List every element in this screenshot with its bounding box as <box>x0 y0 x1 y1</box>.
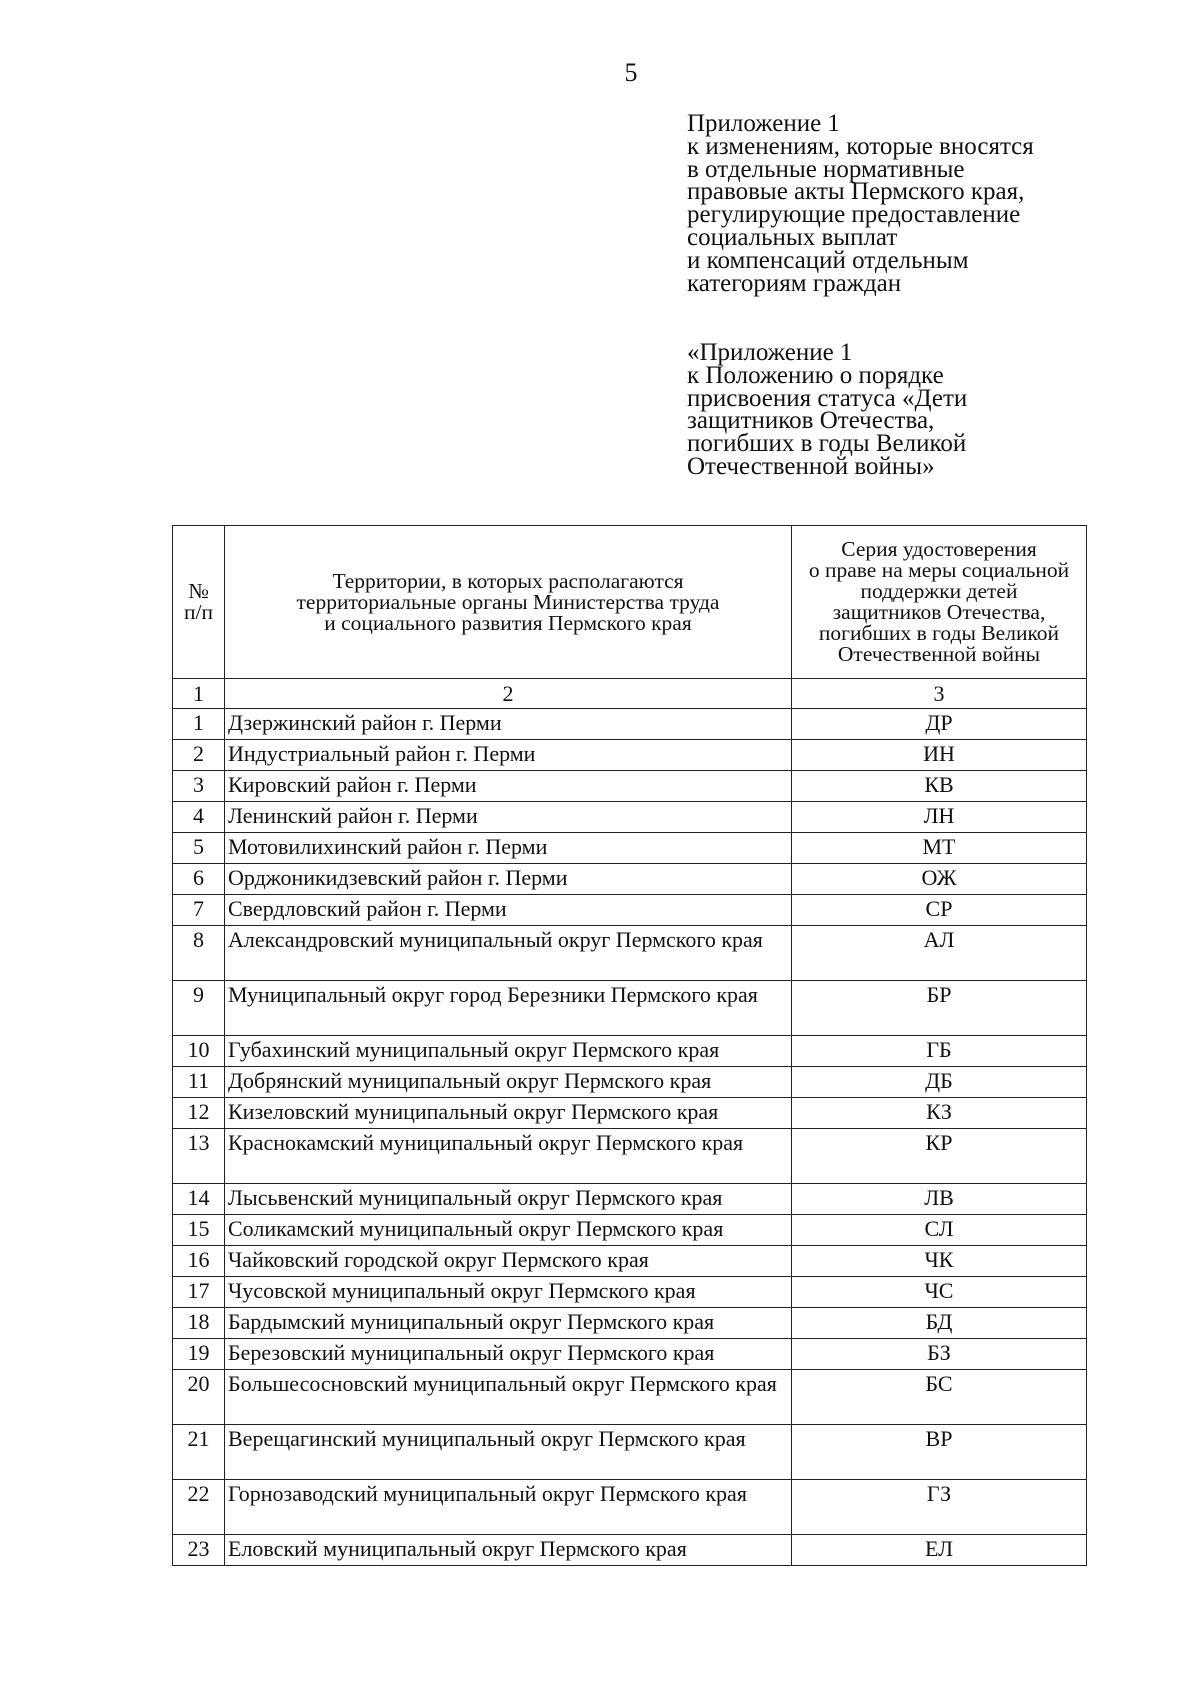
series-cell: ГБ <box>792 1036 1087 1067</box>
table-row <box>173 1535 1087 1566</box>
appendix-subheader: «Приложение 1 к Положению о порядке присвоения статуса «Дети защитников Отечества, погибших в годы Великой Отечественной войны» <box>687 339 968 480</box>
row-number: 22 <box>173 1480 225 1535</box>
series-cell: ДБ <box>792 1067 1087 1098</box>
series-cell: ВР <box>792 1425 1087 1480</box>
row-number: 12 <box>173 1098 225 1129</box>
territories-table <box>172 525 1087 1566</box>
row-number: 14 <box>173 1184 225 1215</box>
table-row <box>173 1129 1087 1184</box>
series-cell: ЛВ <box>792 1184 1087 1215</box>
table-row <box>173 1067 1087 1098</box>
header-territory: Территории, в которых располагаются территориальные органы Министерства труда и социального развития Пермского края <box>225 526 792 679</box>
series-cell: КР <box>792 1129 1087 1184</box>
table-row <box>173 771 1087 802</box>
territory-cell: Добрянский муниципальный округ Пермского края <box>225 1067 792 1098</box>
table-body <box>173 709 1087 1566</box>
territory-cell: Мотовилихинский район г. Перми <box>225 833 792 864</box>
table-row <box>173 802 1087 833</box>
header-series: Серия удостоверения о праве на меры социальной поддержки детей защитников Отечества, погибших в годы Великой Отечественной войны <box>792 526 1087 679</box>
series-cell: БР <box>792 981 1087 1036</box>
series-cell: ЧС <box>792 1277 1087 1308</box>
row-number: 6 <box>173 864 225 895</box>
table-row <box>173 833 1087 864</box>
territory-cell: Чайковский городской округ Пермского края <box>225 1246 792 1277</box>
page-number: 5 <box>624 58 638 87</box>
territory-cell: Чусовской муниципальный округ Пермского края <box>225 1277 792 1308</box>
column-number: 3 <box>792 679 1087 709</box>
header-number: № п/п <box>173 526 225 679</box>
row-number: 21 <box>173 1425 225 1480</box>
series-cell: АЛ <box>792 926 1087 981</box>
row-number: 20 <box>173 1370 225 1425</box>
row-number: 5 <box>173 833 225 864</box>
series-cell: ОЖ <box>792 864 1087 895</box>
table-row <box>173 1184 1087 1215</box>
territory-cell: Большесосновский муниципальный округ Пермского края <box>225 1370 792 1425</box>
row-number: 8 <box>173 926 225 981</box>
series-cell: ЛН <box>792 802 1087 833</box>
territory-cell: Соликамский муниципальный округ Пермского края <box>225 1215 792 1246</box>
territory-cell: Губахинский муниципальный округ Пермского края <box>225 1036 792 1067</box>
row-number: 18 <box>173 1308 225 1339</box>
row-number: 13 <box>173 1129 225 1184</box>
territory-cell: Муниципальный округ город Березники Пермского края <box>225 981 792 1036</box>
territory-cell: Березовский муниципальный округ Пермского края <box>225 1339 792 1370</box>
territory-cell: Бардымский муниципальный округ Пермского края <box>225 1308 792 1339</box>
row-number: 3 <box>173 771 225 802</box>
row-number: 7 <box>173 895 225 926</box>
row-number: 15 <box>173 1215 225 1246</box>
series-cell: ДР <box>792 709 1087 740</box>
table-row <box>173 1215 1087 1246</box>
territory-cell: Свердловский район г. Перми <box>225 895 792 926</box>
territory-cell: Еловский муниципальный округ Пермского края <box>225 1535 792 1566</box>
row-number: 23 <box>173 1535 225 1566</box>
series-cell: ИН <box>792 740 1087 771</box>
table-row <box>173 1036 1087 1067</box>
column-number-row <box>173 679 1087 709</box>
row-number: 9 <box>173 981 225 1036</box>
table-row <box>173 1277 1087 1308</box>
table-row <box>173 1098 1087 1129</box>
territory-cell: Кировский район г. Перми <box>225 771 792 802</box>
series-cell: СЛ <box>792 1215 1087 1246</box>
table-row <box>173 1370 1087 1425</box>
row-number: 4 <box>173 802 225 833</box>
table-row <box>173 895 1087 926</box>
series-cell: БД <box>792 1308 1087 1339</box>
row-number: 10 <box>173 1036 225 1067</box>
territory-cell: Ленинский район г. Перми <box>225 802 792 833</box>
series-cell: МТ <box>792 833 1087 864</box>
territory-cell: Дзержинский район г. Перми <box>225 709 792 740</box>
row-number: 11 <box>173 1067 225 1098</box>
row-number: 19 <box>173 1339 225 1370</box>
table-row <box>173 1308 1087 1339</box>
territory-cell: Кизеловский муниципальный округ Пермского края <box>225 1098 792 1129</box>
column-number: 1 <box>173 679 225 709</box>
row-number: 1 <box>173 709 225 740</box>
territory-cell: Орджоникидзевский район г. Перми <box>225 864 792 895</box>
row-number: 2 <box>173 740 225 771</box>
series-cell: КЗ <box>792 1098 1087 1129</box>
territory-cell: Лысьвенский муниципальный округ Пермского края <box>225 1184 792 1215</box>
table-row <box>173 740 1087 771</box>
table-row <box>173 1480 1087 1535</box>
series-cell: ЕЛ <box>792 1535 1087 1566</box>
table-row <box>173 1425 1087 1480</box>
series-cell: БС <box>792 1370 1087 1425</box>
territory-cell: Индустриальный район г. Перми <box>225 740 792 771</box>
table-row <box>173 1246 1087 1277</box>
series-cell: СР <box>792 895 1087 926</box>
table-header-row <box>173 526 1087 679</box>
territory-cell: Верещагинский муниципальный округ Пермского края <box>225 1425 792 1480</box>
territory-cell: Александровский муниципальный округ Пермского края <box>225 926 792 981</box>
series-cell: БЗ <box>792 1339 1087 1370</box>
table-row <box>173 709 1087 740</box>
appendix-header: Приложение 1 к изменениям, которые вносятся в отдельные нормативные правовые акты Пермского края, регулирующие предоставление социальных выплат и компенсаций отдельным категориям граждан <box>687 110 1034 297</box>
series-cell: ГЗ <box>792 1480 1087 1535</box>
table-row <box>173 864 1087 895</box>
table-row <box>173 1339 1087 1370</box>
table-row <box>173 926 1087 981</box>
row-number: 17 <box>173 1277 225 1308</box>
territory-cell: Краснокамский муниципальный округ Пермского края <box>225 1129 792 1184</box>
row-number: 16 <box>173 1246 225 1277</box>
column-number: 2 <box>225 679 792 709</box>
series-cell: КВ <box>792 771 1087 802</box>
table-row <box>173 981 1087 1036</box>
territory-cell: Горнозаводский муниципальный округ Пермского края <box>225 1480 792 1535</box>
series-cell: ЧК <box>792 1246 1087 1277</box>
